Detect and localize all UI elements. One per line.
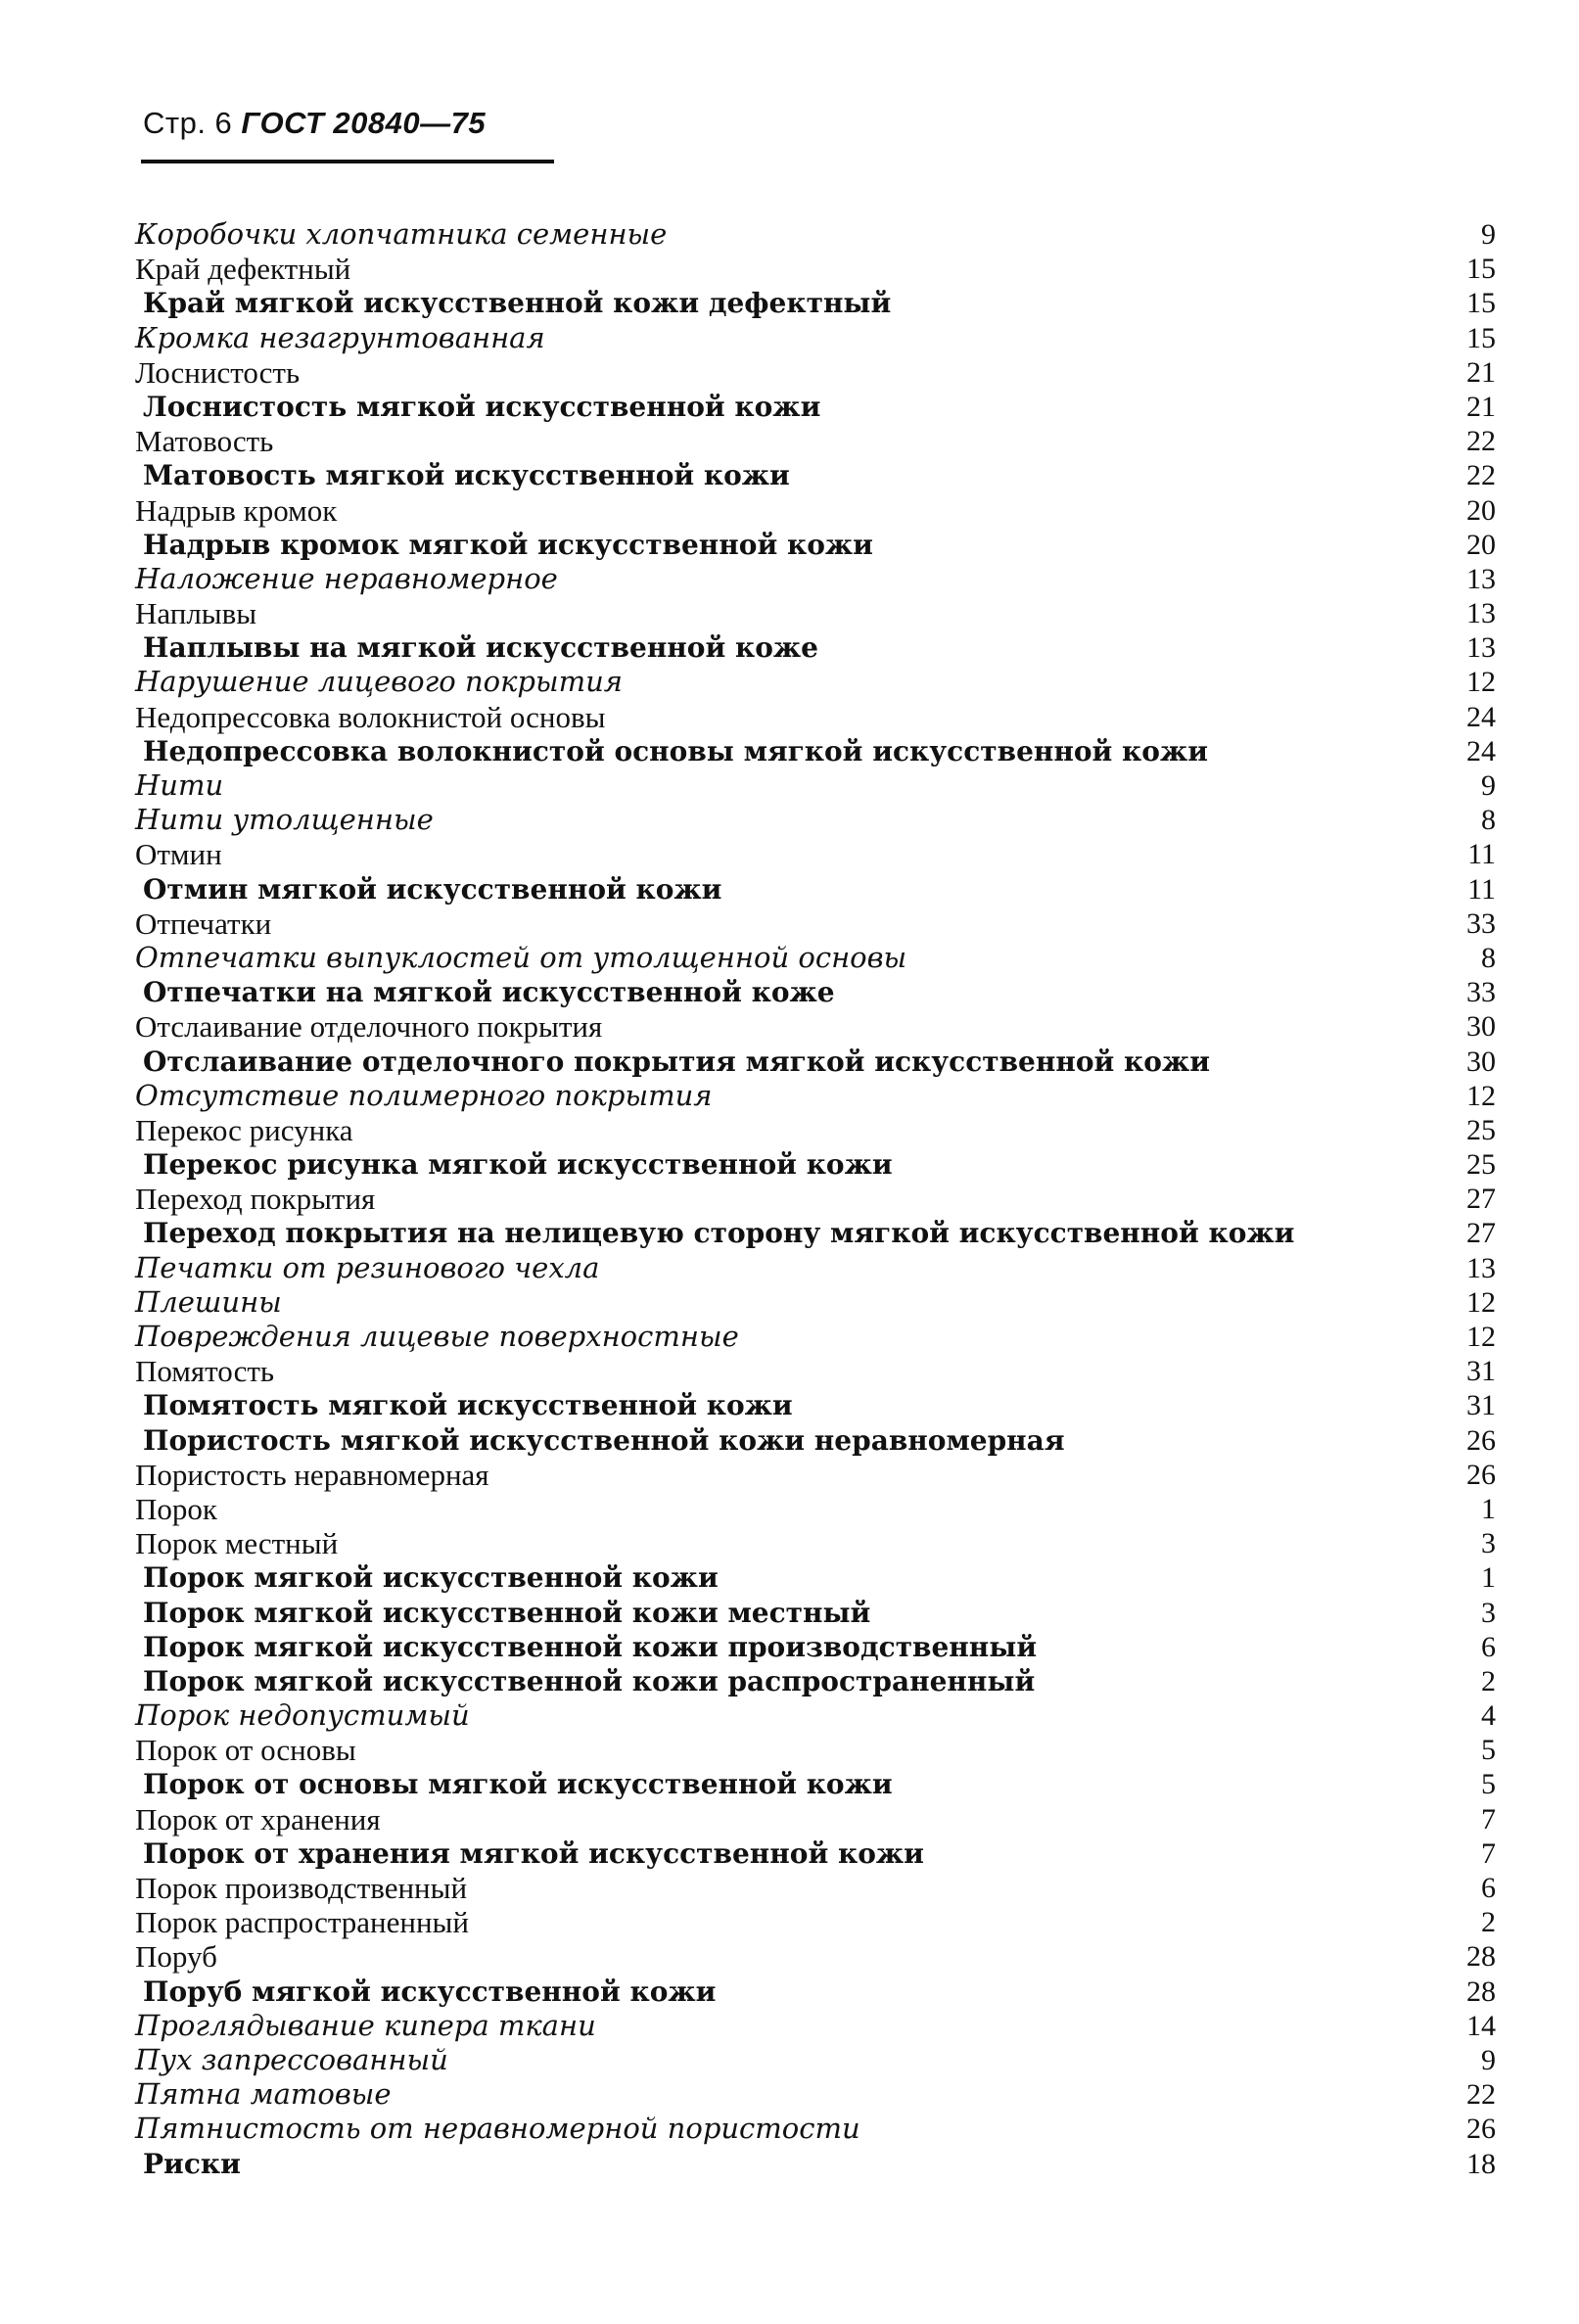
index-term: Риски (143, 2147, 241, 2180)
index-reference-number: 5 (1481, 1734, 1496, 1767)
index-reference-number: 18 (1466, 2147, 1496, 2180)
index-reference-number: 22 (1466, 2078, 1496, 2112)
index-term: Переход покрытия (135, 1182, 376, 1217)
index-entry (135, 975, 1496, 1009)
index-term: Порок от хранения мягкой искусственной кожи (143, 1836, 924, 1870)
index-term: Порок мягкой искусственной кожи распространенный (143, 1664, 1036, 1697)
index-entry (135, 872, 1496, 906)
index-term: Пористость неравномерная (135, 1457, 489, 1492)
index-reference-number: 24 (1466, 734, 1496, 767)
index-term: Пух запрессованный (135, 2042, 448, 2076)
index-reference-number: 27 (1466, 1183, 1496, 1216)
index-reference-number: 13 (1466, 597, 1496, 630)
index-term: Порок недопустимый (135, 1698, 470, 1733)
index-reference-number: 11 (1467, 838, 1496, 871)
index-entry (135, 458, 1496, 492)
index-reference-number: 26 (1466, 1458, 1496, 1491)
index-reference-number: 25 (1466, 1113, 1496, 1146)
index-reference-number: 2 (1481, 1906, 1496, 1939)
index-term: Печатки от резинового чехла (135, 1250, 600, 1284)
index-reference-number: 9 (1481, 769, 1496, 802)
index-term: Надрыв кромок (135, 492, 338, 528)
index-entry (135, 1079, 1496, 1113)
index-reference-number: 6 (1481, 1630, 1496, 1663)
index-term: Пятнистость от неравномерной пористости (135, 2112, 860, 2146)
header-underline (141, 160, 554, 163)
index-entry (135, 321, 1496, 355)
index-entry (135, 734, 1496, 768)
index-entry (135, 1698, 1496, 1733)
index-reference-number: 28 (1466, 1940, 1496, 1974)
index-term: Недопрессовка волокнистой основы мягкой искусственной кожи (143, 734, 1208, 767)
index-term: Порок местный (135, 1526, 339, 1561)
index-term: Отслаивание отделочного покрытия мягкой искусственной кожи (143, 1045, 1210, 1078)
index-term: Пятна матовые (135, 2077, 392, 2112)
index-entry (135, 1423, 1496, 1458)
index-reference-number: 31 (1466, 1355, 1496, 1388)
index-entry (135, 803, 1496, 837)
index-term: Матовость мягкой искусственной кожи (143, 459, 790, 492)
index-entry (135, 700, 1496, 734)
index-entry (135, 493, 1496, 528)
index-term: Поруб мягкой искусственной кожи (143, 1975, 717, 2008)
index-entry (135, 1354, 1496, 1388)
index-reference-number: 6 (1481, 1872, 1496, 1904)
index-reference-number: 22 (1466, 459, 1496, 492)
index-term: Перекос рисунка (135, 1112, 353, 1147)
index-term: Нити (135, 768, 224, 802)
index-reference-number: 7 (1481, 1802, 1496, 1836)
index-term: Отмин мягкой искусственной кожи (143, 872, 722, 906)
index-term: Порок от хранения (135, 1801, 381, 1836)
index-term: Плешины (135, 1284, 282, 1319)
index-entry (135, 2009, 1496, 2043)
index-term: Нити утолщенные (135, 803, 434, 837)
index-reference-number: 13 (1466, 562, 1496, 595)
index-term: Порок от основы (135, 1733, 356, 1768)
index-reference-number: 21 (1466, 355, 1496, 389)
index-entry (135, 665, 1496, 699)
index-term: Отмин (135, 837, 222, 872)
index-term: Порок мягкой искусственной кожи местный (143, 1596, 871, 1629)
index-term: Недопрессовка волокнистой основы (135, 699, 606, 734)
index-reference-number: 9 (1481, 2043, 1496, 2076)
index-entry (135, 941, 1496, 975)
index-reference-number: 27 (1466, 1217, 1496, 1250)
index-term: Отсутствие полимерного покрытия (135, 1078, 713, 1112)
index-reference-number: 5 (1481, 1768, 1496, 1801)
index-reference-number: 3 (1481, 1527, 1496, 1560)
index-term: Порок мягкой искусственной кожи производственный (143, 1630, 1038, 1663)
term-index-list (135, 217, 1496, 2181)
index-entry (135, 1009, 1496, 1044)
index-entry (135, 1560, 1496, 1595)
index-reference-number: 15 (1466, 321, 1496, 354)
index-entry (135, 768, 1496, 803)
index-entry (135, 1458, 1496, 1492)
index-reference-number: 3 (1481, 1596, 1496, 1629)
index-term: Порок (135, 1491, 217, 1526)
index-reference-number: 26 (1466, 2113, 1496, 2146)
index-reference-number: 20 (1466, 528, 1496, 561)
index-entry (135, 2147, 1496, 2181)
index-term: Порок распространенный (135, 1905, 469, 1940)
index-term: Край дефектный (135, 252, 351, 287)
index-reference-number: 12 (1466, 1285, 1496, 1319)
index-entry (135, 1905, 1496, 1939)
index-entry (135, 1492, 1496, 1526)
index-reference-number: 33 (1466, 906, 1496, 940)
index-reference-number: 28 (1466, 1975, 1496, 2008)
index-reference-number: 14 (1466, 2009, 1496, 2042)
index-reference-number: 13 (1466, 1251, 1496, 1284)
index-entry (135, 1733, 1496, 1767)
index-reference-number: 1 (1481, 1561, 1496, 1595)
index-term: Пористость мягкой искусственной кожи неравномерная (143, 1423, 1065, 1457)
index-reference-number: 30 (1466, 1010, 1496, 1044)
index-entry (135, 2077, 1496, 2112)
index-reference-number: 22 (1466, 425, 1496, 458)
index-entry (135, 630, 1496, 665)
index-reference-number: 15 (1466, 287, 1496, 320)
index-reference-number: 25 (1466, 1148, 1496, 1182)
index-entry (135, 1767, 1496, 1801)
index-term: Надрыв кромок мягкой искусственной кожи (143, 528, 873, 561)
index-entry (135, 1251, 1496, 1285)
index-entry (135, 252, 1496, 286)
index-term: Край мягкой искусственной кожи дефектный (143, 287, 892, 320)
index-reference-number: 12 (1466, 1079, 1496, 1112)
index-term: Порок мягкой искусственной кожи (143, 1561, 719, 1595)
index-entry (135, 2112, 1496, 2146)
index-entry (135, 355, 1496, 390)
index-entry (135, 1664, 1496, 1698)
index-term: Наплывы на мягкой искусственной коже (143, 631, 818, 665)
index-reference-number: 4 (1481, 1699, 1496, 1733)
index-entry (135, 1596, 1496, 1630)
index-entry (135, 424, 1496, 458)
index-term: Перекос рисунка мягкой искусственной кожи (143, 1148, 893, 1182)
index-entry (135, 1388, 1496, 1422)
index-term: Матовость (135, 424, 274, 459)
index-reference-number: 31 (1466, 1389, 1496, 1422)
index-entry (135, 1182, 1496, 1216)
index-entry (135, 286, 1496, 320)
index-reference-number: 30 (1466, 1045, 1496, 1078)
index-term: Отпечатки выпуклостей от утолщенной основы (135, 940, 907, 974)
index-term: Лоснистость (135, 354, 301, 390)
index-entry (135, 1147, 1496, 1182)
index-reference-number: 9 (1481, 218, 1496, 251)
index-term: Отпечатки на мягкой искусственной коже (143, 976, 835, 1009)
index-reference-number: 33 (1466, 976, 1496, 1009)
standard-number: ГОСТ 20840—75 (241, 106, 487, 140)
index-term: Порок производственный (135, 1871, 468, 1905)
index-reference-number: 13 (1466, 631, 1496, 665)
index-entry (135, 837, 1496, 871)
index-reference-number: 20 (1466, 493, 1496, 527)
index-reference-number: 8 (1481, 941, 1496, 974)
index-entry (135, 1216, 1496, 1250)
index-reference-number: 24 (1466, 700, 1496, 733)
index-reference-number: 2 (1481, 1664, 1496, 1697)
index-entry (135, 1045, 1496, 1079)
index-term: Проглядывание кипера ткани (135, 2008, 596, 2042)
index-reference-number: 12 (1466, 1321, 1496, 1353)
index-reference-number: 11 (1467, 872, 1496, 906)
index-entry (135, 596, 1496, 630)
index-term: Переход покрытия на нелицевую сторону мягкой искусственной кожи (143, 1217, 1295, 1250)
index-reference-number: 1 (1481, 1492, 1496, 1525)
page-header (143, 106, 486, 141)
index-term: Лоснистость мягкой искусственной кожи (143, 390, 821, 423)
index-term: Нарушение лицевого покрытия (135, 665, 623, 699)
index-entry (135, 1630, 1496, 1664)
index-reference-number: 8 (1481, 804, 1496, 837)
index-entry (135, 528, 1496, 562)
index-entry (135, 906, 1496, 941)
index-entry (135, 562, 1496, 596)
index-reference-number: 21 (1466, 390, 1496, 423)
index-term: Отслаивание отделочного покрытия (135, 1009, 603, 1045)
index-entry (135, 1836, 1496, 1871)
index-term: Отпечатки (135, 906, 272, 941)
index-reference-number: 15 (1466, 253, 1496, 286)
index-term: Помятость (135, 1354, 275, 1389)
index-entry (135, 1802, 1496, 1836)
index-entry (135, 1939, 1496, 1974)
index-term: Наложение неравномерное (135, 561, 558, 595)
index-entry (135, 1113, 1496, 1147)
index-reference-number: 26 (1466, 1423, 1496, 1457)
index-term: Порок от основы мягкой искусственной кожи (143, 1768, 893, 1801)
index-term: Поруб (135, 1939, 217, 1975)
index-term: Кромка незагрунтованная (135, 320, 545, 354)
index-entry (135, 1526, 1496, 1560)
page-number-label: Стр. 6 (143, 106, 233, 140)
index-term: Повреждения лицевые поверхностные (135, 1320, 739, 1353)
index-entry (135, 2043, 1496, 2077)
index-reference-number: 12 (1466, 666, 1496, 699)
index-reference-number: 7 (1481, 1836, 1496, 1870)
index-entry (135, 1975, 1496, 2009)
index-entry (135, 390, 1496, 424)
index-term: Помятость мягкой искусственной кожи (143, 1389, 793, 1422)
index-term: Наплывы (135, 596, 257, 631)
index-entry (135, 1320, 1496, 1354)
index-entry (135, 1871, 1496, 1905)
index-entry (135, 1285, 1496, 1320)
index-entry (135, 217, 1496, 252)
index-term: Коробочки хлопчатника семенные (135, 217, 668, 251)
